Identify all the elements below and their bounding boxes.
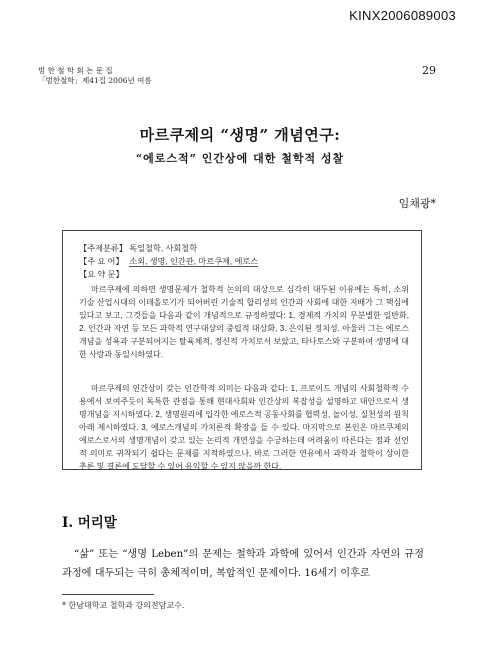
- document-id: KINX2006089003: [349, 8, 456, 23]
- journal-issue: 「범한철학」제41집 2006년 여름: [38, 76, 152, 85]
- paper-title: 마르쿠제의 “생명” 개념연구:: [139, 126, 341, 144]
- journal-name: 범 한 철 학 회 논 문 집: [38, 66, 113, 75]
- abstract-label-row: [79, 269, 127, 280]
- author-name: 임채광*: [398, 197, 436, 210]
- footnote-divider: [62, 594, 154, 595]
- keywords-label: 【주 요 어】: [79, 257, 124, 266]
- keywords-row: [79, 256, 258, 267]
- page-number: 29: [422, 64, 436, 77]
- subject-row: [79, 243, 197, 254]
- abstract-paragraph-2: 마르쿠제의 인간상이 갖는 인간학적 의미는 다음과 같다: 1, 프로이드 개념의 사회철학적 수용에서 보여주듯이 독특한 관점을 통해 현대사회와 인간상의 복잡성을 설명하고 대안으로서 생명개념을 지시하였다. 2, 생명원리에 입각한 에로스적 공동사회를 협력성, 놀이성, 실천성의 원칙아래 제시하였다. 3, 에로스개념의 가치론적 확장을 들 수 있다. 마지막으로 본인은 마르쿠제의 에로스로서의 생명개념이 갖고 있는 논리적 개연성을 수긍하는데 어려움이 따른다는 점과 선언적 의미로 귀착되기 쉽다는 문제를 지적하였으나, 바로 그러한 연유에서 과학과 철학이 상이한 추론 및 결론에 도달할 수 있어 유익할 수 있지 않을까 한다.: [79, 384, 409, 471]
- keywords-value: 소외, 생명, 인간관, 마르쿠제, 에로스: [129, 257, 259, 266]
- footnote: * 한남대학교 철학과 강의전담교수.: [62, 601, 185, 610]
- abstract-label: 【요 약 문】: [79, 270, 124, 279]
- journal-header: [38, 66, 152, 86]
- subject-value: 독일철학, 사회철학: [129, 244, 198, 253]
- abstract-box: [62, 230, 422, 470]
- section-body: “삶” 또는 “생명 Leben”의 문제는 철학과 과학에 있어서 인간과 자연의 규정과정에 대두되는 극히 총체적이며, 복합적인 문제이다. 16세기 이후로: [62, 549, 424, 579]
- subject-label: 【주제분류】: [79, 244, 128, 253]
- paper-subtitle: “에로스적” 인간상에 대한 철학적 성찰: [135, 152, 345, 165]
- section-heading: I. 머리말: [62, 515, 117, 531]
- abstract-paragraph-1: 마르쿠제에 의하면 생명문제가 철학적 논의의 대상으로 심각히 대두된 이유에는 특히, 소위 기술 산업시대의 이데올로기가 되어버린 기술적 합리성의 인간과 사회에 대한 지배가 그 핵심에 있다고 보고, 그것들을 다음과 같이 개념적으로 규정하였다: 1, 경제적 가치의 무분별한 일반화, 2. 인간과 자연 등 모든 과학적 연구대상의 중립적 대상화, 3. 은익된 정치성. 아울러 그는 에로스 개념을 성욕과 구분되어지는 탈육체적, 정신적 가치로서 보았고, 타나토스와 구분하여 생명에 대한 사랑과 동일시하였다.: [79, 285, 409, 359]
